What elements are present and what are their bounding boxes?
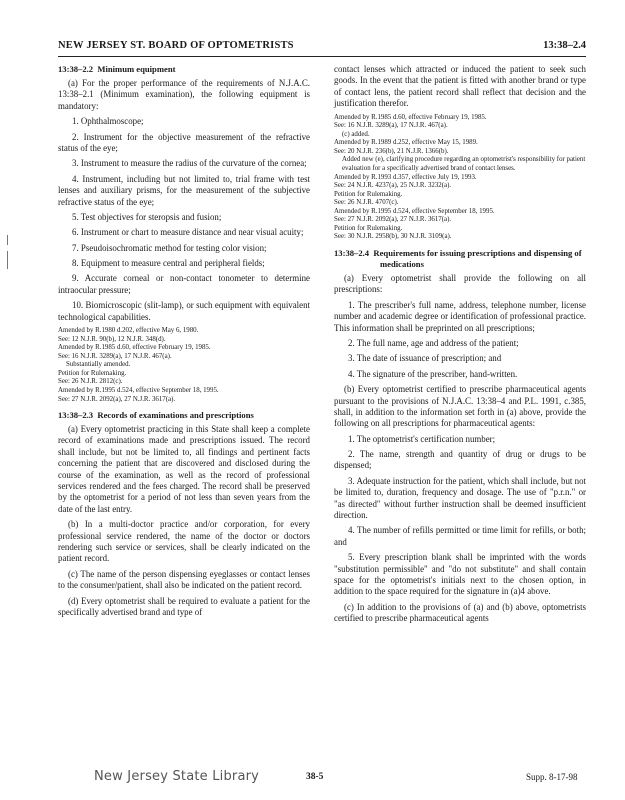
history-line: (c) added.	[342, 130, 370, 138]
section-title: Records of examinations and prescriptions	[97, 410, 254, 421]
list-item: 3. The date of issuance of prescription; and	[348, 353, 502, 364]
paragraph: (d) Every optometrist shall be required to evaluate a patient for the specifically advertised brand and type of	[58, 595, 310, 617]
history-line: Amended by R.1985 d.60, effective February 19, 1985.	[58, 344, 211, 352]
running-header	[58, 40, 586, 54]
paragraph: (a) Every optometrist shall provide the following on all prescriptions:	[334, 273, 586, 295]
history-line: See: 16 N.J.R. 3289(a), 17 N.J.R. 467(a).	[334, 122, 448, 130]
history-line: See: 26 N.J.R. 4707(c).	[334, 199, 399, 207]
history-note	[334, 114, 586, 242]
history-line: Petition for Rulemaking.	[334, 190, 403, 198]
paragraph: (c) The name of the person dispensing eyeglasses or contact lenses to the consumer/patient, shall also be indicated on the patient record.	[58, 568, 310, 591]
list-item: 10. Biomicroscopic (slit-lamp), or such equipment with equivalent technological capabilities.	[58, 300, 310, 322]
list-item: 3. Adequate instruction for the patient, which shall include, but not be limited to, duration, frequency and dosage. The use of "p.r.n." or "as directed" without further instruction shall be deemed insufficient direction.	[334, 475, 586, 521]
page-number: 38-5	[306, 772, 324, 782]
history-line: See: 24 N.J.R. 4237(a), 25 N.J.R. 3232(a).	[334, 182, 452, 190]
section-heading	[58, 410, 310, 421]
history-line: See: 16 N.J.R. 3289(a), 17 N.J.R. 467(a).	[58, 352, 172, 360]
history-line: Added new (e), clarifying procedure regarding an optometrist's responsibility for patient evaluation for a specifically advertised brand of contact lenses.	[342, 156, 586, 172]
history-line: Petition for Rulemaking.	[334, 224, 403, 232]
history-line: Substantially amended.	[66, 361, 131, 369]
list-item: 2. The full name, age and address of the patient;	[348, 337, 519, 348]
header-rule	[58, 56, 586, 57]
library-stamp: New Jersey State Library	[94, 769, 260, 784]
list-item: 1. The prescriber's full name, address, telephone number, license number and academic degree or identification of professional practice. This information shall be preprinted on all prescriptions;	[334, 299, 586, 333]
header-section-code: 13:38–2.4	[543, 40, 586, 51]
section-title: Requirements for issuing prescriptions and dispensing of medications	[373, 248, 582, 269]
section-title: Minimum equipment	[97, 64, 176, 74]
margin-mark	[7, 251, 8, 269]
paragraph-continuation: contact lenses which attracted or induced the patient to seek such goods. In the event that the patient is fitted with another brand or type of contact lens, the patient record shall reflect that decision and the justification therefor.	[334, 64, 586, 109]
history-line: See: 27 N.J.R. 2092(a), 27 N.J.R. 3617(a).	[334, 216, 452, 224]
history-line: Amended by R.1980 d.202, effective May 6, 1980.	[58, 327, 199, 335]
history-line: Amended by R.1989 d.252, effective May 15, 1989.	[334, 139, 478, 147]
section-number: 13:38–2.2	[58, 64, 94, 74]
paragraph: (a) Every optometrist practicing in this State shall keep a complete record of examinations made and prescriptions issued. The record shall include, but not be limited to, all findings and pertinent facts concerning the patient that are discovered and disclosed during the course of the examination, as well as the record of professional services rendered and the fees charged. The record shall be preserved by the optometrist for a period of not less than seven years from the date of the last entry.	[58, 424, 310, 514]
history-note	[58, 327, 310, 404]
list-item: 8. Equipment to measure central and peripheral fields;	[72, 258, 265, 269]
list-item: 1. The optometrist's certification number;	[348, 433, 496, 444]
paragraph: (c) In addition to the provisions of (a) and (b) above, optometrists certified to prescribe pharmaceutical agents	[334, 601, 586, 624]
history-line: Amended by R.1995 d.524, effective September 18, 1995.	[58, 386, 219, 394]
paragraph: (a) For the proper performance of the requirements of N.J.A.C. 13:38–2.1 (Minimum examination), the following equipment is mandatory:	[58, 78, 310, 111]
list-item: 5. Every prescription blank shall be imprinted with the words "substitution permissible" and "do not substitute" and shall contain space for the optometrist's initials next to the chosen option, in addition to the space required for the signature in (a)4 above.	[334, 552, 586, 597]
margin-mark	[7, 235, 8, 245]
supplement-date: Supp. 8-17-98	[526, 772, 578, 782]
list-item: 9. Accurate corneal or non-contact tonometer to determine intraocular pressure;	[58, 273, 310, 295]
header-title: NEW JERSEY ST. BOARD OF OPTOMETRISTS	[58, 40, 294, 51]
list-item: 1. Ophthalmoscope;	[72, 116, 144, 127]
history-line: Amended by R.1995 d.524, effective September 18, 1995.	[334, 207, 495, 215]
list-item: 2. The name, strength and quantity of drug or drugs to be dispensed;	[334, 449, 586, 471]
list-item: 4. Instrument, including but not limited to, trial frame with test lenses and auxiliary prisms, for the measurement of the subjective refractive status of the eye;	[58, 173, 310, 207]
left-column	[58, 64, 310, 622]
history-line: Amended by R.1993 d.357, effective July 19, 1993.	[334, 173, 477, 181]
list-item: 2. Instrument for the objective measurement of the refractive status of the eye;	[58, 131, 310, 153]
list-item: 7. Pseudoisochromatic method for testing color vision;	[72, 242, 267, 253]
section-heading	[58, 64, 310, 75]
history-line: See: 26 N.J.R. 2812(c).	[58, 378, 123, 386]
section-number: 13:38–2.4	[334, 248, 370, 258]
list-item: 4. The signature of the prescriber, hand-written.	[348, 368, 518, 379]
history-line: Amended by R.1985 d.60, effective February 19, 1985.	[334, 113, 487, 121]
right-column	[334, 64, 586, 629]
list-item: 3. Instrument to measure the radius of the curvature of the cornea;	[72, 158, 307, 169]
section-heading	[334, 248, 586, 270]
list-item: 5. Test objectives for steropsis and fusion;	[72, 211, 222, 222]
paragraph: (b) Every optometrist certified to prescribe pharmaceutical agents pursuant to the provisions of N.J.A.C. 13:38–4 and P.L. 1991, c.385, shall, in addition to the information set forth in (a) above, provide the following on all prescriptions for pharmaceutical agents:	[334, 384, 586, 429]
history-line: Petition for Rulemaking.	[58, 369, 127, 377]
list-item: 6. Instrument or chart to measure distance and near visual acuity;	[72, 227, 304, 238]
history-line: See: 12 N.J.R. 90(b), 12 N.J.R. 348(d).	[58, 335, 166, 343]
list-item: 4. The number of refills permitted or time limit for refills, or both; and	[334, 525, 586, 547]
paragraph: (b) In a multi-doctor practice and/or corporation, for every professional service rendered, the name of the doctor or doctors rendering such service or services, shall be clearly indicated on the patient record.	[58, 519, 310, 564]
section-number: 13:38–2.3	[58, 410, 94, 421]
history-line: See: 27 N.J.R. 2092(a), 27 N.J.R. 3617(a).	[58, 395, 176, 403]
history-line: See: 20 N.J.R. 236(b), 21 N.J.R. 1366(b).	[334, 147, 449, 155]
history-line: See: 30 N.J.R. 2958(b), 30 N.J.R. 3109(a).	[334, 233, 452, 241]
